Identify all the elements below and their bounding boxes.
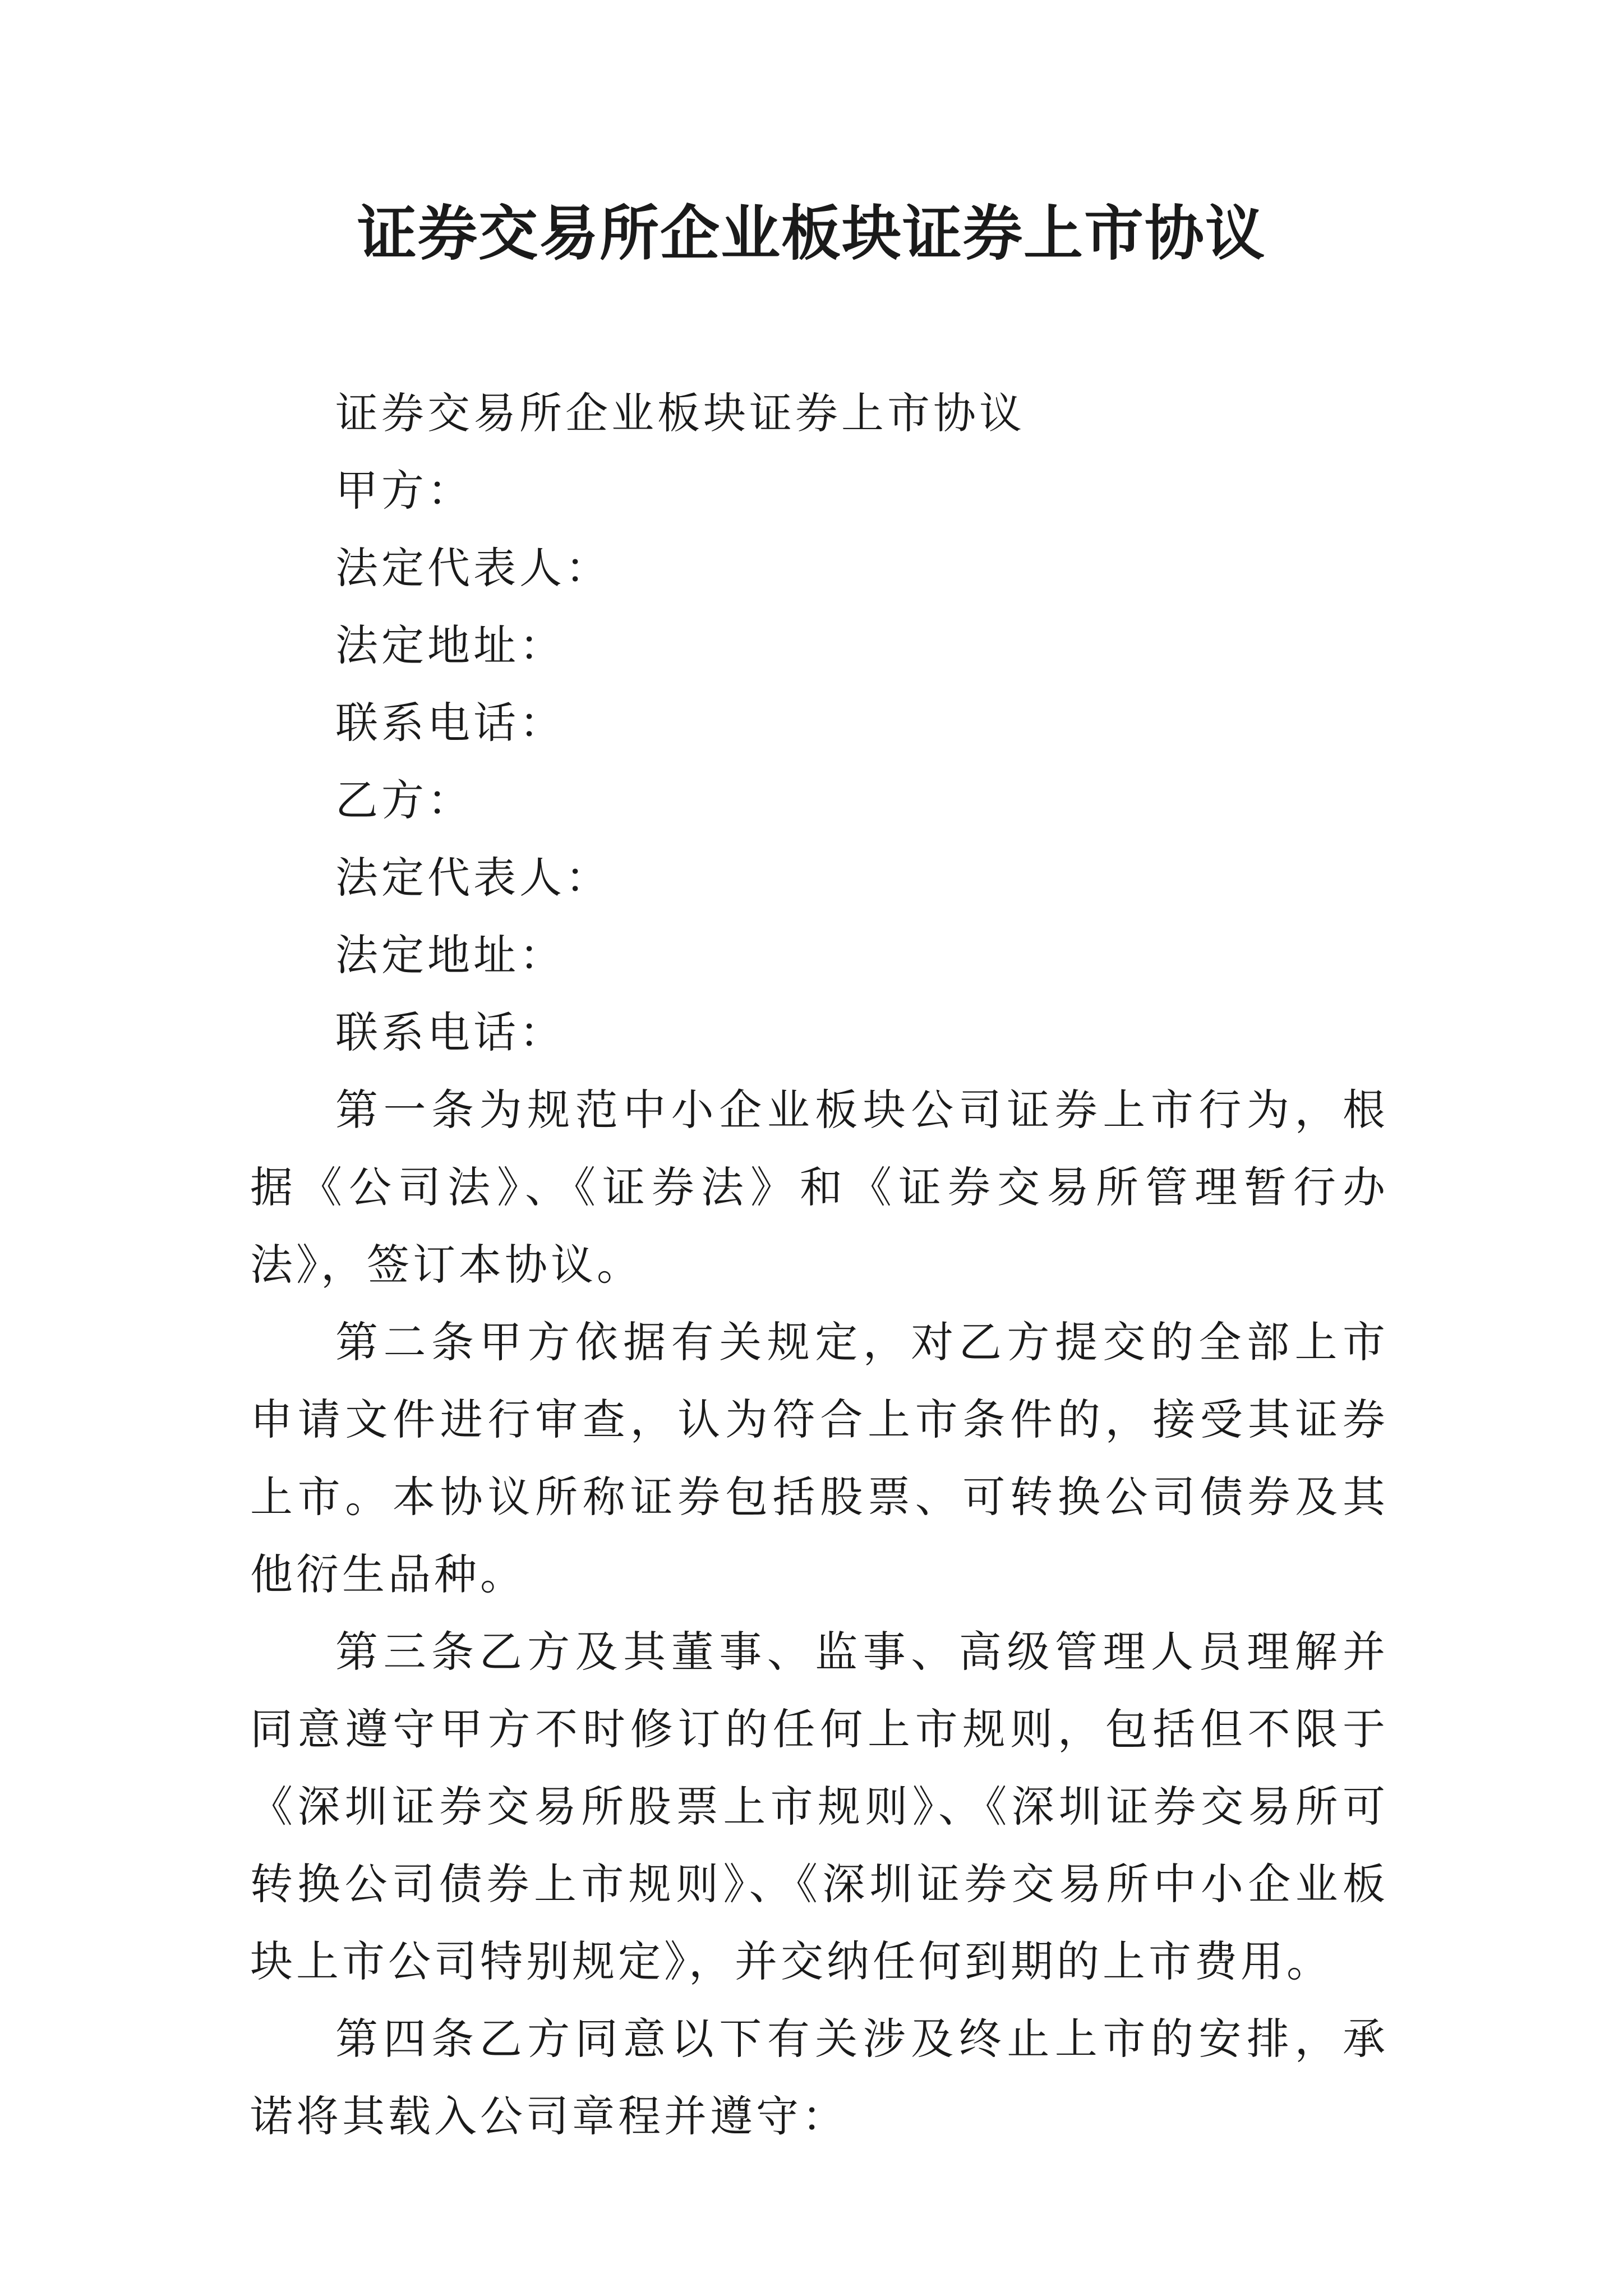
party-a-label: 甲方： xyxy=(335,466,473,516)
article-2: 第二条甲方依据有关规定，对乙方提交的全部上市申请文件进行审查，认为符合上市条件的，接受其证券上市。本协议所称证券包括股票、可转换公司债券及其他衍生品种。 xyxy=(250,1317,1389,1599)
document-title: 证券交易所企业板块证券上市协议 xyxy=(357,199,1266,268)
party-b-label: 乙方： xyxy=(335,775,473,825)
document-body xyxy=(250,375,1389,2155)
party-b-phone: 联系电话： xyxy=(335,1007,565,1057)
party-b-address: 法定地址： xyxy=(335,930,565,980)
article-1: 第一条为规范中小企业板块公司证券上市行为，根据《公司法》、《证券法》和《证券交易所管理暂行办法》，签订本协议。 xyxy=(250,1085,1389,1290)
party-b-legal-rep: 法定代表人： xyxy=(335,853,611,903)
party-a-address: 法定地址： xyxy=(335,620,565,670)
article-4: 第四条乙方同意以下有关涉及终止上市的安排，承诺将其载入公司章程并遵守： xyxy=(250,2014,1389,2141)
agreement-heading: 证券交易所企业板块证券上市协议 xyxy=(335,388,1025,438)
article-3: 第三条乙方及其董事、监事、高级管理人员理解并同意遵守甲方不时修订的任何上市规则，包括但不限于《深圳证券交易所股票上市规则》、《深圳证券交易所可转换公司债券上市规则》、《深圳证券交易所中小企业板块上市公司特别规定》，并交纳任何到期的上市费用。 xyxy=(250,1627,1389,1986)
party-a-phone: 联系电话： xyxy=(335,698,565,748)
party-a-legal-rep: 法定代表人： xyxy=(335,543,611,593)
